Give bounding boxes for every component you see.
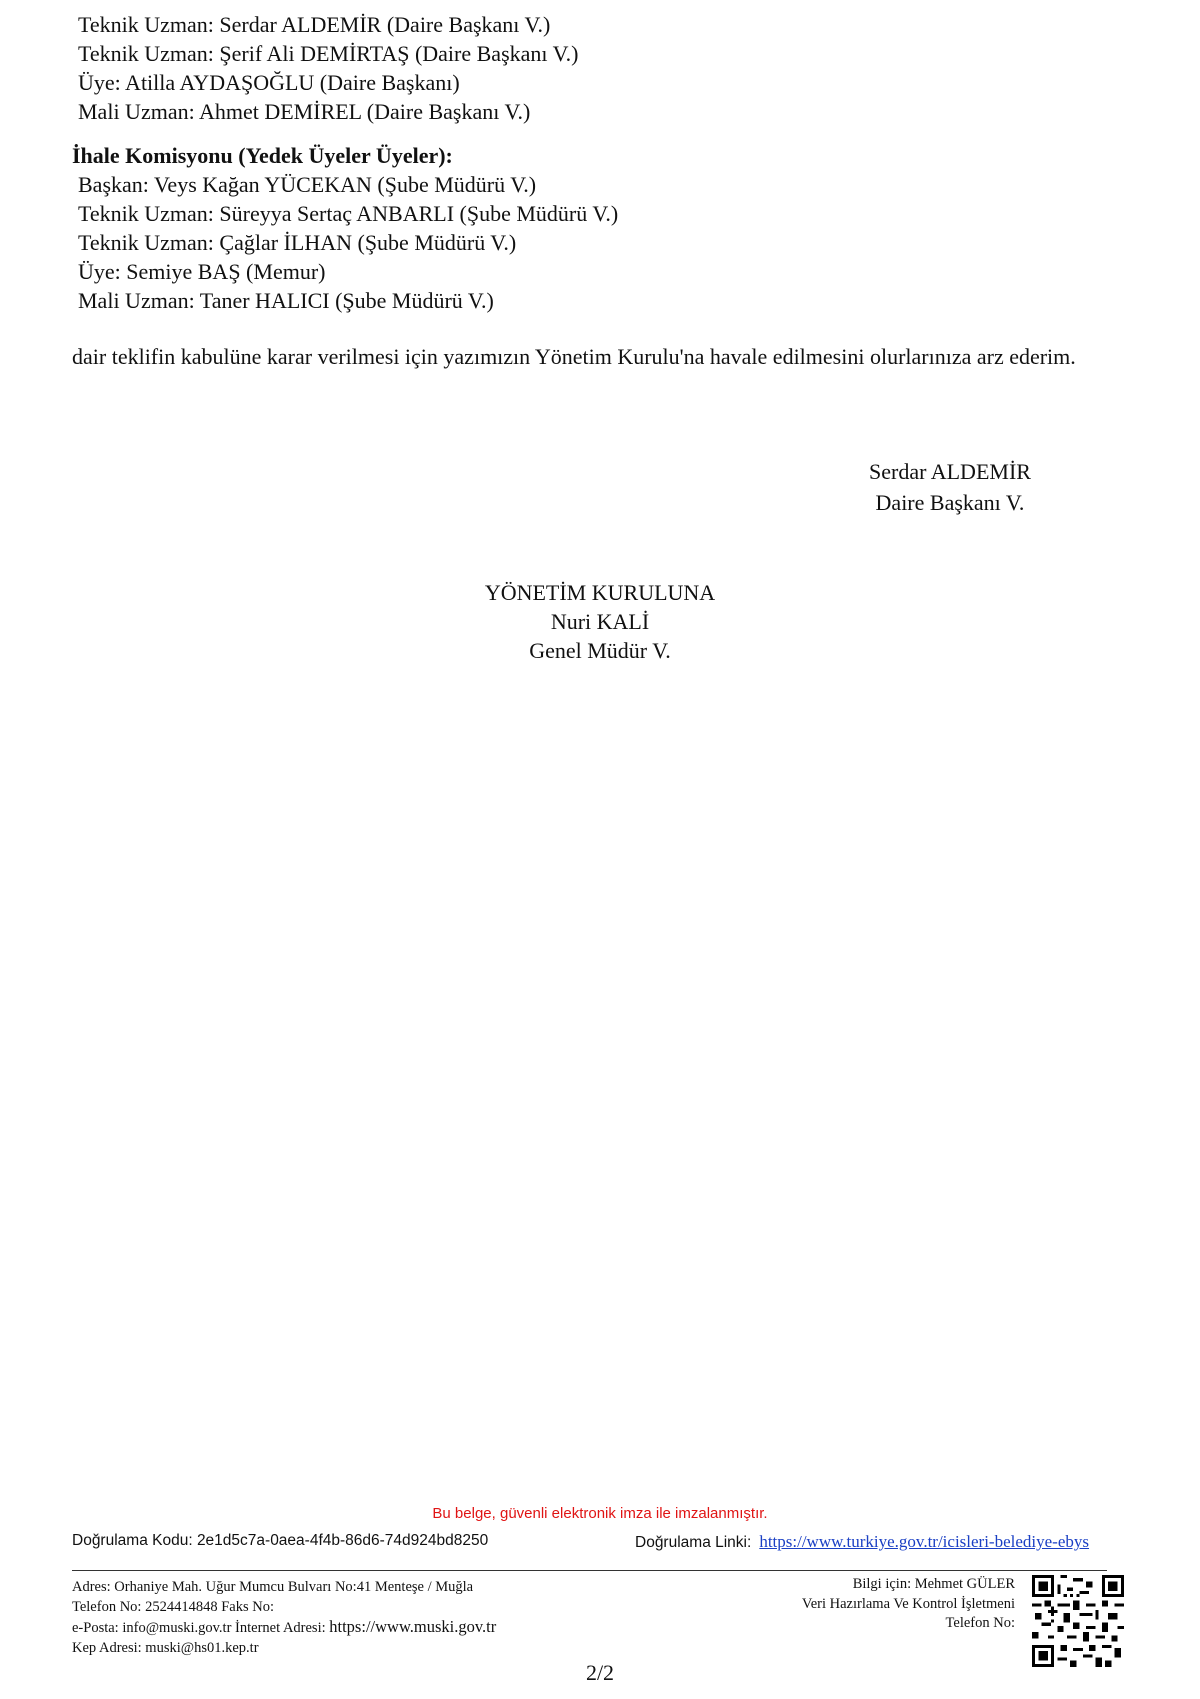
reserve-committee-heading: İhale Komisyonu (Yedek Üyeler Üyeler): (72, 143, 453, 168)
addressee-line: YÖNETİM KURULUNA (484, 580, 716, 605)
footer-info (700, 1575, 1015, 1634)
addressee-title: Genel Müdür V. (529, 638, 671, 663)
footer-contact (72, 1578, 496, 1658)
signer-title: Daire Başkanı V. (875, 490, 1025, 515)
signer-name: Serdar ALDEMİR (869, 459, 1031, 484)
esign-notice: Bu belge, güvenli elektronik imza ile imzalanmıştır. (432, 1505, 768, 1522)
main-committee-list (78, 10, 579, 126)
committee-member: Başkan: Veys Kağan YÜCEKAN (Şube Müdürü V.) (78, 172, 537, 197)
verification-link-row (635, 1532, 1089, 1552)
info-contact: Bilgi için: Mehmet GÜLER (852, 1576, 1015, 1592)
verification-code-label: Doğrulama Kodu: (72, 1532, 193, 1549)
committee-member: Üye: Semiye BAŞ (Memur) (78, 259, 326, 284)
addressee-block (440, 578, 760, 665)
qr-code-icon (1032, 1575, 1124, 1667)
footer-divider (72, 1570, 1107, 1571)
committee-member: Teknik Uzman: Şerif Ali DEMİRTAŞ (Daire Başkanı V.) (78, 41, 579, 66)
info-role: Veri Hazırlama Ve Kontrol İşletmeni (801, 1595, 1015, 1612)
footer-kep: Kep Adresi: muski@hs01.kep.tr (72, 1639, 259, 1656)
committee-member: Mali Uzman: Ahmet DEMİREL (Daire Başkanı V.) (78, 99, 531, 124)
verification-link[interactable]: https://www.turkiye.gov.tr/icisleri-belediye-ebys (759, 1532, 1090, 1551)
body-paragraph: dair teklifin kabulüne karar verilmesi için yazımızın Yönetim Kurulu'na havale edilmesini olurlarınıza arz ederim. (72, 344, 1076, 369)
committee-member: Teknik Uzman: Çağlar İLHAN (Şube Müdürü V.) (78, 230, 517, 255)
committee-member: Teknik Uzman: Serdar ALDEMİR (Daire Başkanı V.) (78, 12, 551, 37)
footer-address: Adres: Orhaniye Mah. Uğur Mumcu Bulvarı No:41 Menteşe / Muğla (72, 1579, 474, 1595)
info-phone: Telefon No: (945, 1615, 1015, 1631)
addressee-name: Nuri KALİ (550, 609, 650, 634)
signature-block (830, 456, 1070, 518)
reserve-committee-list (78, 170, 618, 315)
committee-member: Teknik Uzman: Süreyya Sertaç ANBARLI (Şube Müdürü V.) (78, 201, 619, 226)
page-number: 2/2 (585, 1660, 615, 1685)
footer-phone: Telefon No: 2524414848 Faks No: (72, 1598, 274, 1615)
verification-link-label: Doğrulama Linki: (635, 1534, 752, 1551)
verification-code (72, 1532, 488, 1550)
footer-email-text: e-Posta: info@muski.gov.tr İnternet Adresi: (72, 1620, 330, 1636)
footer-web[interactable]: https://www.muski.gov.tr (329, 1617, 497, 1636)
committee-member: Mali Uzman: Taner HALICI (Şube Müdürü V.) (78, 288, 494, 313)
verification-code-value: 2e1d5c7a-0aea-4f4b-86d6-74d924bd8250 (196, 1532, 489, 1549)
committee-member: Üye: Atilla AYDAŞOĞLU (Daire Başkanı) (78, 70, 460, 95)
footer-email (72, 1617, 496, 1639)
